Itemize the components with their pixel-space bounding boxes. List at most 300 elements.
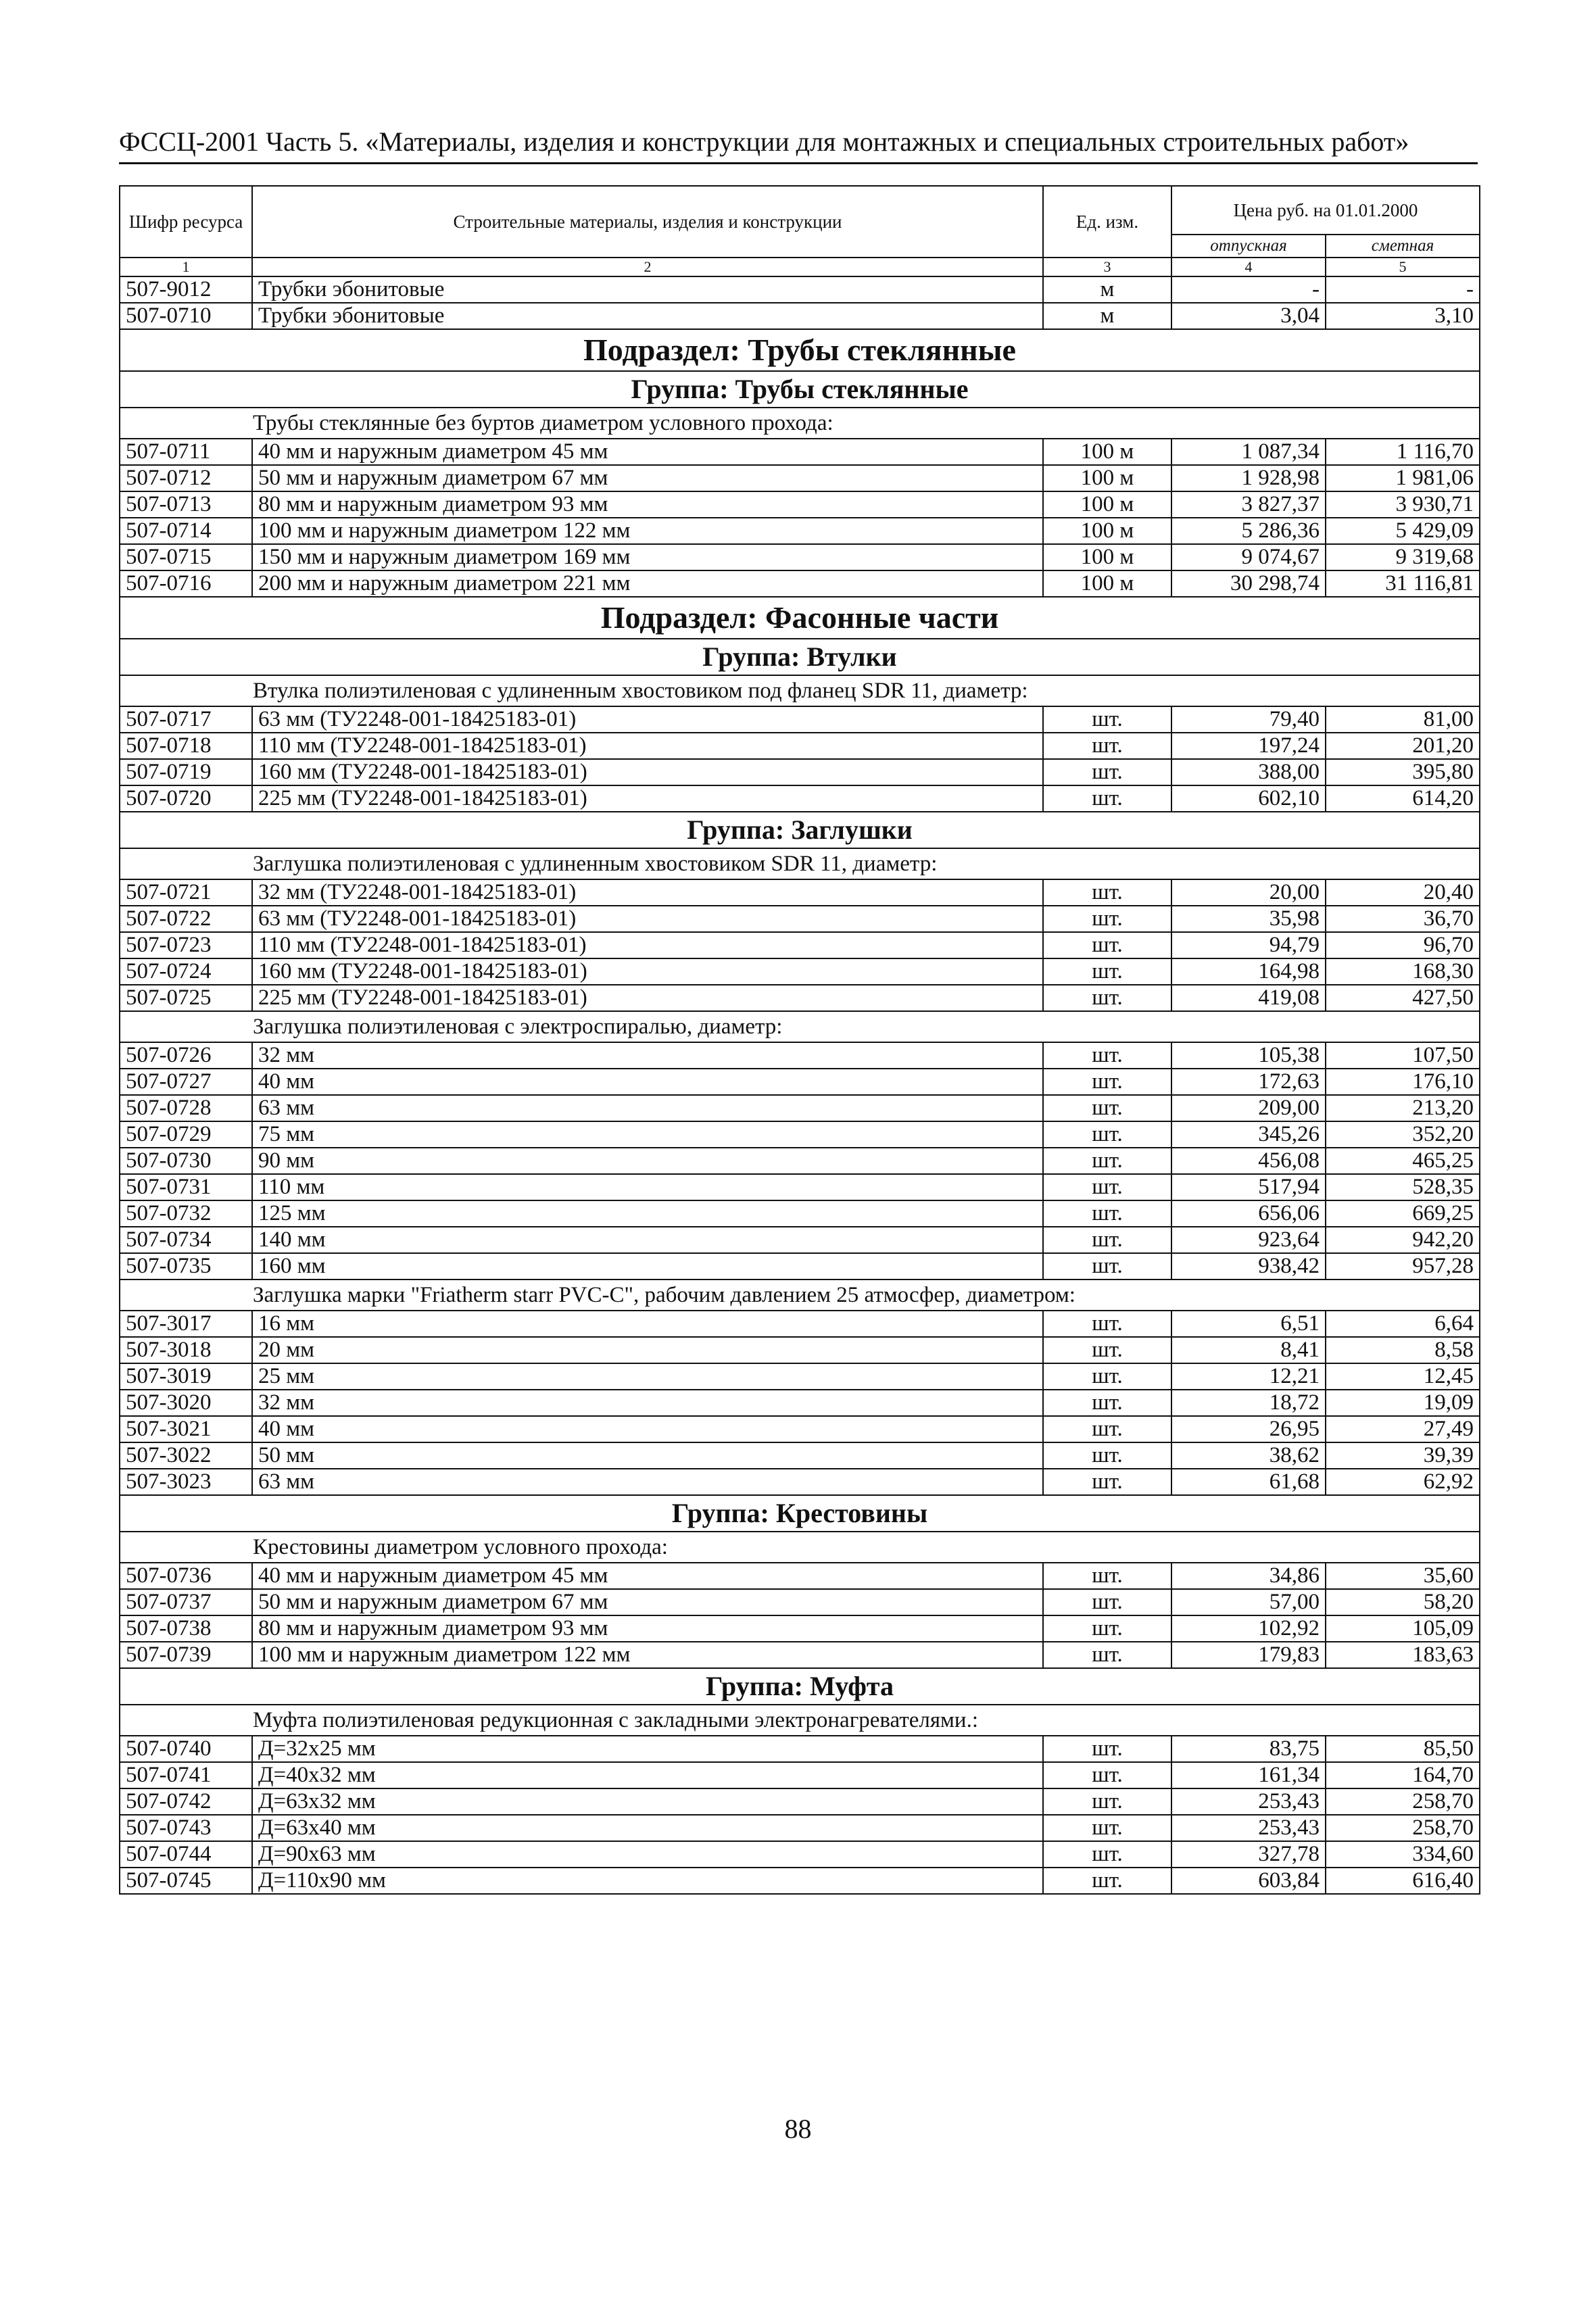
intro-row xyxy=(120,1280,1480,1311)
table-row xyxy=(120,879,1480,906)
estimate-price: 5 429,09 xyxy=(1326,518,1480,544)
release-price: 172,63 xyxy=(1171,1069,1326,1095)
estimate-price: 176,10 xyxy=(1326,1069,1480,1095)
estimate-price: 1 981,06 xyxy=(1326,465,1480,491)
table-row xyxy=(120,932,1480,958)
estimate-price: 213,20 xyxy=(1326,1095,1480,1121)
material-name: 110 мм (ТУ2248-001-18425183-01) xyxy=(252,733,1043,759)
unit-cell: шт. xyxy=(1043,785,1171,812)
table-row xyxy=(120,544,1480,570)
release-price: 5 286,36 xyxy=(1171,518,1326,544)
estimate-price: 8,58 xyxy=(1326,1337,1480,1363)
material-name: 16 мм xyxy=(252,1311,1043,1337)
resource-code: 507-0728 xyxy=(120,1095,252,1121)
resource-code: 507-0710 xyxy=(120,303,252,329)
material-name: Трубки эбонитовые xyxy=(252,276,1043,303)
resource-code: 507-0722 xyxy=(120,906,252,932)
unit-cell: 100 м xyxy=(1043,570,1171,597)
unit-cell: шт. xyxy=(1043,879,1171,906)
unit-cell: шт. xyxy=(1043,1815,1171,1841)
release-price: 327,78 xyxy=(1171,1841,1326,1868)
unit-cell: шт. xyxy=(1043,1469,1171,1495)
material-name: 100 мм и наружным диаметром 122 мм xyxy=(252,518,1043,544)
table-row xyxy=(120,985,1480,1011)
group-description: Втулка полиэтиленовая с удлиненным хвостовиком под фланец SDR 11, диаметр: xyxy=(120,675,1480,706)
unit-cell: шт. xyxy=(1043,1042,1171,1069)
subsection-heading-row xyxy=(120,329,1480,371)
material-name: 160 мм xyxy=(252,1253,1043,1280)
release-price: 1 087,34 xyxy=(1171,439,1326,465)
estimate-price: 3,10 xyxy=(1326,303,1480,329)
table-row xyxy=(120,1200,1480,1227)
unit-cell: шт. xyxy=(1043,1121,1171,1148)
material-name: 90 мм xyxy=(252,1148,1043,1174)
release-price: 345,26 xyxy=(1171,1121,1326,1148)
running-header: ФССЦ-2001 Часть 5. «Материалы, изделия и конструкции для монтажных и специальных строительных работ» xyxy=(119,126,1478,164)
unit-cell: шт. xyxy=(1043,1095,1171,1121)
intro-row xyxy=(120,848,1480,879)
table-row xyxy=(120,1416,1480,1442)
unit-cell: шт. xyxy=(1043,1227,1171,1253)
unit-cell: шт. xyxy=(1043,1642,1171,1668)
group-description: Муфта полиэтиленовая редукционная с закладными электронагревателями.: xyxy=(120,1705,1480,1736)
release-price: 9 074,67 xyxy=(1171,544,1326,570)
resource-code: 507-0716 xyxy=(120,570,252,597)
release-price: 938,42 xyxy=(1171,1253,1326,1280)
resource-code: 507-0740 xyxy=(120,1736,252,1762)
estimate-price: 31 116,81 xyxy=(1326,570,1480,597)
resource-code: 507-3020 xyxy=(120,1390,252,1416)
material-name: 40 мм xyxy=(252,1069,1043,1095)
release-price: 57,00 xyxy=(1171,1589,1326,1615)
unit-cell: шт. xyxy=(1043,1069,1171,1095)
resource-code: 507-0711 xyxy=(120,439,252,465)
material-name: Трубки эбонитовые xyxy=(252,303,1043,329)
release-price: 603,84 xyxy=(1171,1868,1326,1894)
table-row xyxy=(120,518,1480,544)
unit-cell: 100 м xyxy=(1043,439,1171,465)
unit-cell: шт. xyxy=(1043,932,1171,958)
material-name: 40 мм и наружным диаметром 45 мм xyxy=(252,1563,1043,1589)
table-row xyxy=(120,706,1480,733)
estimate-price: 58,20 xyxy=(1326,1589,1480,1615)
resource-code: 507-0720 xyxy=(120,785,252,812)
release-price: 517,94 xyxy=(1171,1174,1326,1200)
material-name: 140 мм xyxy=(252,1227,1043,1253)
col-number: 3 xyxy=(1043,258,1171,276)
estimate-price: 528,35 xyxy=(1326,1174,1480,1200)
table-row xyxy=(120,1253,1480,1280)
unit-cell: м xyxy=(1043,276,1171,303)
resource-code: 507-0732 xyxy=(120,1200,252,1227)
release-price: 197,24 xyxy=(1171,733,1326,759)
group-heading: Группа: Крестовины xyxy=(120,1495,1480,1532)
table-row xyxy=(120,1442,1480,1469)
group-description: Заглушка марки "Friatherm starr PVC-C", рабочим давлением 25 атмосфер, диаметром: xyxy=(120,1280,1480,1311)
material-name: 25 мм xyxy=(252,1363,1043,1390)
table-row xyxy=(120,570,1480,597)
unit-cell: шт. xyxy=(1043,1615,1171,1642)
table-row xyxy=(120,439,1480,465)
group-description: Трубы стеклянные без буртов диаметром условного прохода: xyxy=(120,408,1480,439)
estimate-price: 427,50 xyxy=(1326,985,1480,1011)
release-price: 388,00 xyxy=(1171,759,1326,785)
release-price: 83,75 xyxy=(1171,1736,1326,1762)
estimate-price: 12,45 xyxy=(1326,1363,1480,1390)
material-name: Д=40х32 мм xyxy=(252,1762,1043,1788)
release-price: 419,08 xyxy=(1171,985,1326,1011)
table-row xyxy=(120,1589,1480,1615)
table-row xyxy=(120,958,1480,985)
release-price: 38,62 xyxy=(1171,1442,1326,1469)
unit-cell: шт. xyxy=(1043,1762,1171,1788)
estimate-price: 164,70 xyxy=(1326,1762,1480,1788)
material-name: Д=90х63 мм xyxy=(252,1841,1043,1868)
release-price: 253,43 xyxy=(1171,1815,1326,1841)
release-price: 164,98 xyxy=(1171,958,1326,985)
resource-code: 507-0731 xyxy=(120,1174,252,1200)
col-number: 4 xyxy=(1171,258,1326,276)
table-row xyxy=(120,759,1480,785)
release-price: 26,95 xyxy=(1171,1416,1326,1442)
page-number: 88 xyxy=(784,2114,812,2144)
group-heading: Группа: Муфта xyxy=(120,1668,1480,1705)
col-header-release: отпускная xyxy=(1171,235,1326,258)
group-heading-row xyxy=(120,812,1480,848)
material-name: 40 мм и наружным диаметром 45 мм xyxy=(252,439,1043,465)
subsection-heading: Подраздел: Фасонные части xyxy=(120,597,1480,639)
release-price: 35,98 xyxy=(1171,906,1326,932)
release-price: 3 827,37 xyxy=(1171,491,1326,518)
estimate-price: 3 930,71 xyxy=(1326,491,1480,518)
estimate-price: 352,20 xyxy=(1326,1121,1480,1148)
table-head xyxy=(120,186,1480,276)
table-row xyxy=(120,491,1480,518)
estimate-price: 105,09 xyxy=(1326,1615,1480,1642)
unit-cell: шт. xyxy=(1043,1337,1171,1363)
table-row xyxy=(120,1788,1480,1815)
estimate-price: 35,60 xyxy=(1326,1563,1480,1589)
estimate-price: - xyxy=(1326,276,1480,303)
unit-cell: шт. xyxy=(1043,1148,1171,1174)
table-row xyxy=(120,1841,1480,1868)
release-price: - xyxy=(1171,276,1326,303)
release-price: 602,10 xyxy=(1171,785,1326,812)
estimate-price: 616,40 xyxy=(1326,1868,1480,1894)
resource-code: 507-9012 xyxy=(120,276,252,303)
table-body xyxy=(120,276,1480,1894)
resource-code: 507-0744 xyxy=(120,1841,252,1868)
release-price: 179,83 xyxy=(1171,1642,1326,1668)
resource-code: 507-3021 xyxy=(120,1416,252,1442)
col-header-name: Строительные материалы, изделия и конструкции xyxy=(252,186,1043,258)
resource-code: 507-3018 xyxy=(120,1337,252,1363)
estimate-price: 36,70 xyxy=(1326,906,1480,932)
price-table-wrapper xyxy=(119,185,1479,1895)
col-header-price: Цена руб. на 01.01.2000 xyxy=(1171,186,1480,235)
estimate-price: 20,40 xyxy=(1326,879,1480,906)
release-price: 923,64 xyxy=(1171,1227,1326,1253)
intro-row xyxy=(120,1705,1480,1736)
material-name: 32 мм xyxy=(252,1390,1043,1416)
material-name: 50 мм xyxy=(252,1442,1043,1469)
estimate-price: 614,20 xyxy=(1326,785,1480,812)
estimate-price: 85,50 xyxy=(1326,1736,1480,1762)
release-price: 8,41 xyxy=(1171,1337,1326,1363)
resource-code: 507-0742 xyxy=(120,1788,252,1815)
release-price: 6,51 xyxy=(1171,1311,1326,1337)
material-name: 110 мм (ТУ2248-001-18425183-01) xyxy=(252,932,1043,958)
estimate-price: 957,28 xyxy=(1326,1253,1480,1280)
unit-cell: шт. xyxy=(1043,1736,1171,1762)
material-name: 50 мм и наружным диаметром 67 мм xyxy=(252,1589,1043,1615)
group-heading: Группа: Втулки xyxy=(120,639,1480,675)
material-name: 100 мм и наружным диаметром 122 мм xyxy=(252,1642,1043,1668)
col-number: 1 xyxy=(120,258,252,276)
estimate-price: 1 116,70 xyxy=(1326,439,1480,465)
unit-cell: шт. xyxy=(1043,1788,1171,1815)
estimate-price: 465,25 xyxy=(1326,1148,1480,1174)
unit-cell: шт. xyxy=(1043,1200,1171,1227)
table-row xyxy=(120,1227,1480,1253)
resource-code: 507-0725 xyxy=(120,985,252,1011)
material-name: 110 мм xyxy=(252,1174,1043,1200)
release-price: 456,08 xyxy=(1171,1148,1326,1174)
group-description: Крестовины диаметром условного прохода: xyxy=(120,1532,1480,1563)
resource-code: 507-0743 xyxy=(120,1815,252,1841)
resource-code: 507-0729 xyxy=(120,1121,252,1148)
resource-code: 507-3023 xyxy=(120,1469,252,1495)
material-name: 75 мм xyxy=(252,1121,1043,1148)
table-row xyxy=(120,1042,1480,1069)
table-row xyxy=(120,1615,1480,1642)
release-price: 1 928,98 xyxy=(1171,465,1326,491)
group-heading-row xyxy=(120,1668,1480,1705)
resource-code: 507-0719 xyxy=(120,759,252,785)
material-name: 150 мм и наружным диаметром 169 мм xyxy=(252,544,1043,570)
material-name: 32 мм xyxy=(252,1042,1043,1069)
estimate-price: 334,60 xyxy=(1326,1841,1480,1868)
estimate-price: 395,80 xyxy=(1326,759,1480,785)
material-name: 160 мм (ТУ2248-001-18425183-01) xyxy=(252,759,1043,785)
resource-code: 507-3022 xyxy=(120,1442,252,1469)
unit-cell: шт. xyxy=(1043,1363,1171,1390)
resource-code: 507-0736 xyxy=(120,1563,252,1589)
col-header-estimate: сметная xyxy=(1326,235,1480,258)
release-price: 20,00 xyxy=(1171,879,1326,906)
release-price: 105,38 xyxy=(1171,1042,1326,1069)
material-name: 63 мм xyxy=(252,1095,1043,1121)
unit-cell: м xyxy=(1043,303,1171,329)
material-name: 40 мм xyxy=(252,1416,1043,1442)
unit-cell: 100 м xyxy=(1043,544,1171,570)
table-row xyxy=(120,1762,1480,1788)
estimate-price: 27,49 xyxy=(1326,1416,1480,1442)
estimate-price: 168,30 xyxy=(1326,958,1480,985)
table-row xyxy=(120,1390,1480,1416)
resource-code: 507-0734 xyxy=(120,1227,252,1253)
table-row xyxy=(120,1815,1480,1841)
unit-cell: шт. xyxy=(1043,1868,1171,1894)
material-name: 200 мм и наружным диаметром 221 мм xyxy=(252,570,1043,597)
unit-cell: шт. xyxy=(1043,733,1171,759)
release-price: 3,04 xyxy=(1171,303,1326,329)
estimate-price: 183,63 xyxy=(1326,1642,1480,1668)
resource-code: 507-0724 xyxy=(120,958,252,985)
release-price: 30 298,74 xyxy=(1171,570,1326,597)
estimate-price: 258,70 xyxy=(1326,1815,1480,1841)
material-name: 63 мм (ТУ2248-001-18425183-01) xyxy=(252,706,1043,733)
resource-code: 507-0745 xyxy=(120,1868,252,1894)
table-row xyxy=(120,465,1480,491)
group-heading-row xyxy=(120,1495,1480,1532)
resource-code: 507-0738 xyxy=(120,1615,252,1642)
release-price: 34,86 xyxy=(1171,1563,1326,1589)
group-heading: Группа: Трубы стеклянные xyxy=(120,371,1480,408)
table-row xyxy=(120,1121,1480,1148)
table-row xyxy=(120,1337,1480,1363)
table-row xyxy=(120,1469,1480,1495)
group-description: Заглушка полиэтиленовая с удлиненным хвостовиком SDR 11, диаметр: xyxy=(120,848,1480,879)
resource-code: 507-0713 xyxy=(120,491,252,518)
table-row xyxy=(120,1311,1480,1337)
group-heading-row xyxy=(120,371,1480,408)
estimate-price: 39,39 xyxy=(1326,1442,1480,1469)
unit-cell: шт. xyxy=(1043,1311,1171,1337)
estimate-price: 201,20 xyxy=(1326,733,1480,759)
unit-cell: шт. xyxy=(1043,1253,1171,1280)
release-price: 61,68 xyxy=(1171,1469,1326,1495)
resource-code: 507-0741 xyxy=(120,1762,252,1788)
unit-cell: шт. xyxy=(1043,906,1171,932)
unit-cell: 100 м xyxy=(1043,518,1171,544)
table-row xyxy=(120,303,1480,329)
estimate-price: 942,20 xyxy=(1326,1227,1480,1253)
resource-code: 507-3019 xyxy=(120,1363,252,1390)
resource-code: 507-0714 xyxy=(120,518,252,544)
price-table xyxy=(119,185,1480,1895)
resource-code: 507-0730 xyxy=(120,1148,252,1174)
material-name: Д=32х25 мм xyxy=(252,1736,1043,1762)
estimate-price: 81,00 xyxy=(1326,706,1480,733)
release-price: 161,34 xyxy=(1171,1762,1326,1788)
resource-code: 507-0718 xyxy=(120,733,252,759)
resource-code: 507-0737 xyxy=(120,1589,252,1615)
intro-row xyxy=(120,675,1480,706)
release-price: 102,92 xyxy=(1171,1615,1326,1642)
material-name: 20 мм xyxy=(252,1337,1043,1363)
material-name: 63 мм xyxy=(252,1469,1043,1495)
unit-cell: шт. xyxy=(1043,985,1171,1011)
table-row xyxy=(120,1363,1480,1390)
material-name: 125 мм xyxy=(252,1200,1043,1227)
table-row xyxy=(120,1069,1480,1095)
intro-row xyxy=(120,1011,1480,1042)
resource-code: 507-0727 xyxy=(120,1069,252,1095)
table-row xyxy=(120,276,1480,303)
resource-code: 507-0739 xyxy=(120,1642,252,1668)
table-row xyxy=(120,1174,1480,1200)
unit-cell: 100 м xyxy=(1043,465,1171,491)
table-row xyxy=(120,1563,1480,1589)
release-price: 253,43 xyxy=(1171,1788,1326,1815)
unit-cell: шт. xyxy=(1043,1563,1171,1589)
subsection-heading: Подраздел: Трубы стеклянные xyxy=(120,329,1480,371)
material-name: 225 мм (ТУ2248-001-18425183-01) xyxy=(252,985,1043,1011)
material-name: 80 мм и наружным диаметром 93 мм xyxy=(252,1615,1043,1642)
resource-code: 507-0721 xyxy=(120,879,252,906)
table-row xyxy=(120,1095,1480,1121)
table-row xyxy=(120,1148,1480,1174)
estimate-price: 258,70 xyxy=(1326,1788,1480,1815)
estimate-price: 62,92 xyxy=(1326,1469,1480,1495)
estimate-price: 669,25 xyxy=(1326,1200,1480,1227)
unit-cell: шт. xyxy=(1043,1416,1171,1442)
estimate-price: 6,64 xyxy=(1326,1311,1480,1337)
resource-code: 507-0715 xyxy=(120,544,252,570)
material-name: 225 мм (ТУ2248-001-18425183-01) xyxy=(252,785,1043,812)
resource-code: 507-0723 xyxy=(120,932,252,958)
unit-cell: шт. xyxy=(1043,1589,1171,1615)
resource-code: 507-0735 xyxy=(120,1253,252,1280)
unit-cell: шт. xyxy=(1043,1174,1171,1200)
table-row xyxy=(120,785,1480,812)
estimate-price: 107,50 xyxy=(1326,1042,1480,1069)
material-name: 80 мм и наружным диаметром 93 мм xyxy=(252,491,1043,518)
subsection-heading-row xyxy=(120,597,1480,639)
intro-row xyxy=(120,1532,1480,1563)
unit-cell: шт. xyxy=(1043,1442,1171,1469)
group-description: Заглушка полиэтиленовая с электроспиралью, диаметр: xyxy=(120,1011,1480,1042)
material-name: Д=63х40 мм xyxy=(252,1815,1043,1841)
col-number: 5 xyxy=(1326,258,1480,276)
resource-code: 507-3017 xyxy=(120,1311,252,1337)
material-name: 50 мм и наружным диаметром 67 мм xyxy=(252,465,1043,491)
material-name: Д=63х32 мм xyxy=(252,1788,1043,1815)
table-row xyxy=(120,1868,1480,1894)
intro-row xyxy=(120,408,1480,439)
resource-code: 507-0726 xyxy=(120,1042,252,1069)
unit-cell: шт. xyxy=(1043,1841,1171,1868)
table-row xyxy=(120,1736,1480,1762)
estimate-price: 9 319,68 xyxy=(1326,544,1480,570)
col-header-code: Шифр ресурса xyxy=(120,186,252,258)
col-header-unit: Ед. изм. xyxy=(1043,186,1171,258)
estimate-price: 96,70 xyxy=(1326,932,1480,958)
table-row xyxy=(120,906,1480,932)
material-name: 32 мм (ТУ2248-001-18425183-01) xyxy=(252,879,1043,906)
release-price: 12,21 xyxy=(1171,1363,1326,1390)
resource-code: 507-0717 xyxy=(120,706,252,733)
material-name: Д=110х90 мм xyxy=(252,1868,1043,1894)
group-heading: Группа: Заглушки xyxy=(120,812,1480,848)
table-row xyxy=(120,1642,1480,1668)
release-price: 209,00 xyxy=(1171,1095,1326,1121)
unit-cell: шт. xyxy=(1043,1390,1171,1416)
group-heading-row xyxy=(120,639,1480,675)
unit-cell: шт. xyxy=(1043,706,1171,733)
unit-cell: шт. xyxy=(1043,759,1171,785)
release-price: 656,06 xyxy=(1171,1200,1326,1227)
estimate-price: 19,09 xyxy=(1326,1390,1480,1416)
release-price: 18,72 xyxy=(1171,1390,1326,1416)
resource-code: 507-0712 xyxy=(120,465,252,491)
material-name: 160 мм (ТУ2248-001-18425183-01) xyxy=(252,958,1043,985)
release-price: 94,79 xyxy=(1171,932,1326,958)
unit-cell: 100 м xyxy=(1043,491,1171,518)
release-price: 79,40 xyxy=(1171,706,1326,733)
col-number: 2 xyxy=(252,258,1043,276)
